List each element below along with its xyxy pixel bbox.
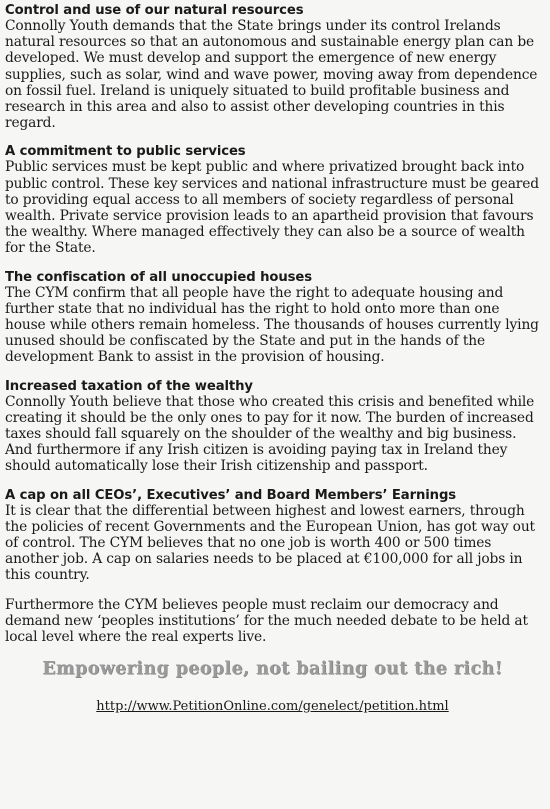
petition-link[interactable]: http://www.PetitionOnline.com/genelect/petition.html: [96, 699, 449, 715]
closing-paragraph: Furthermore the CYM believes people must reclaim our democracy and demand new ‘peoples institutions’ for the much needed debate to be held at local level where the real experts live.: [5, 596, 528, 646]
slogan: Empowering people, not bailing out the rich!: [42, 659, 503, 680]
section-public-services: [5, 144, 540, 256]
petition-url: [5, 699, 540, 714]
section-heading: A commitment to public services: [5, 144, 246, 160]
section-heading: The confiscation of all unoccupied houses: [5, 269, 312, 285]
section-body: It is clear that the differential between highest and lowest earners, through the policies of recent Governments and the European Union, has got way out of control. The CYM believes that no one job is worth 400 or 500 times another job. A cap on salaries needs to be placed at €100,000 for all jobs in this country.: [5, 502, 535, 584]
section-heading: Control and use of our natural resources: [5, 3, 304, 18]
section-taxation: [5, 379, 540, 475]
section-heading: Increased taxation of the wealthy: [5, 378, 253, 394]
section-body: The CYM confirm that all people have the right to adequate housing and further state that no individual has the right to hold onto more than one house while others remain homeless. The thousands of houses currently lying unused should be confiscated by the State and put in the hands of the development Bank to assist in the provision of housing.: [5, 284, 539, 366]
section-earnings-cap: [5, 488, 540, 584]
section-body: Public services must be kept public and where privatized brought back into public control. These key services and national infrastructure must be geared to providing equal access to all members of society regardless of personal wealth. Private service provision leads to an apartheid provision that favours the wealthy. Where managed effectively they can also be a source of wealth for the State.: [5, 159, 539, 257]
section-natural-resources: [5, 3, 540, 131]
section-body: Connolly Youth demands that the State brings under its control Irelands natural resources so that an autonomous and sustainable energy plan can be developed. We must develop and support the emergence of new energy supplies, such as solar, wind and wave power, moving away from dependence on fossil fuel. Ireland is uniquely situated to build profitable business and research in this area and also to assist other developing countries in this regard.: [5, 18, 538, 132]
section-unoccupied-houses: [5, 270, 540, 366]
section-heading: A cap on all CEOs’, Executives’ and Board Members’ Earnings: [5, 487, 457, 503]
section-body: Connolly Youth believe that those who created this crisis and benefited while creating it should be the only ones to pay for it now. The burden of increased taxes should fall squarely on the shoulder of the wealthy and big business. And furthermore if any Irish citizen is avoiding paying tax in Ireland they should automatically lose their Irish citizenship and passport.: [5, 393, 535, 475]
